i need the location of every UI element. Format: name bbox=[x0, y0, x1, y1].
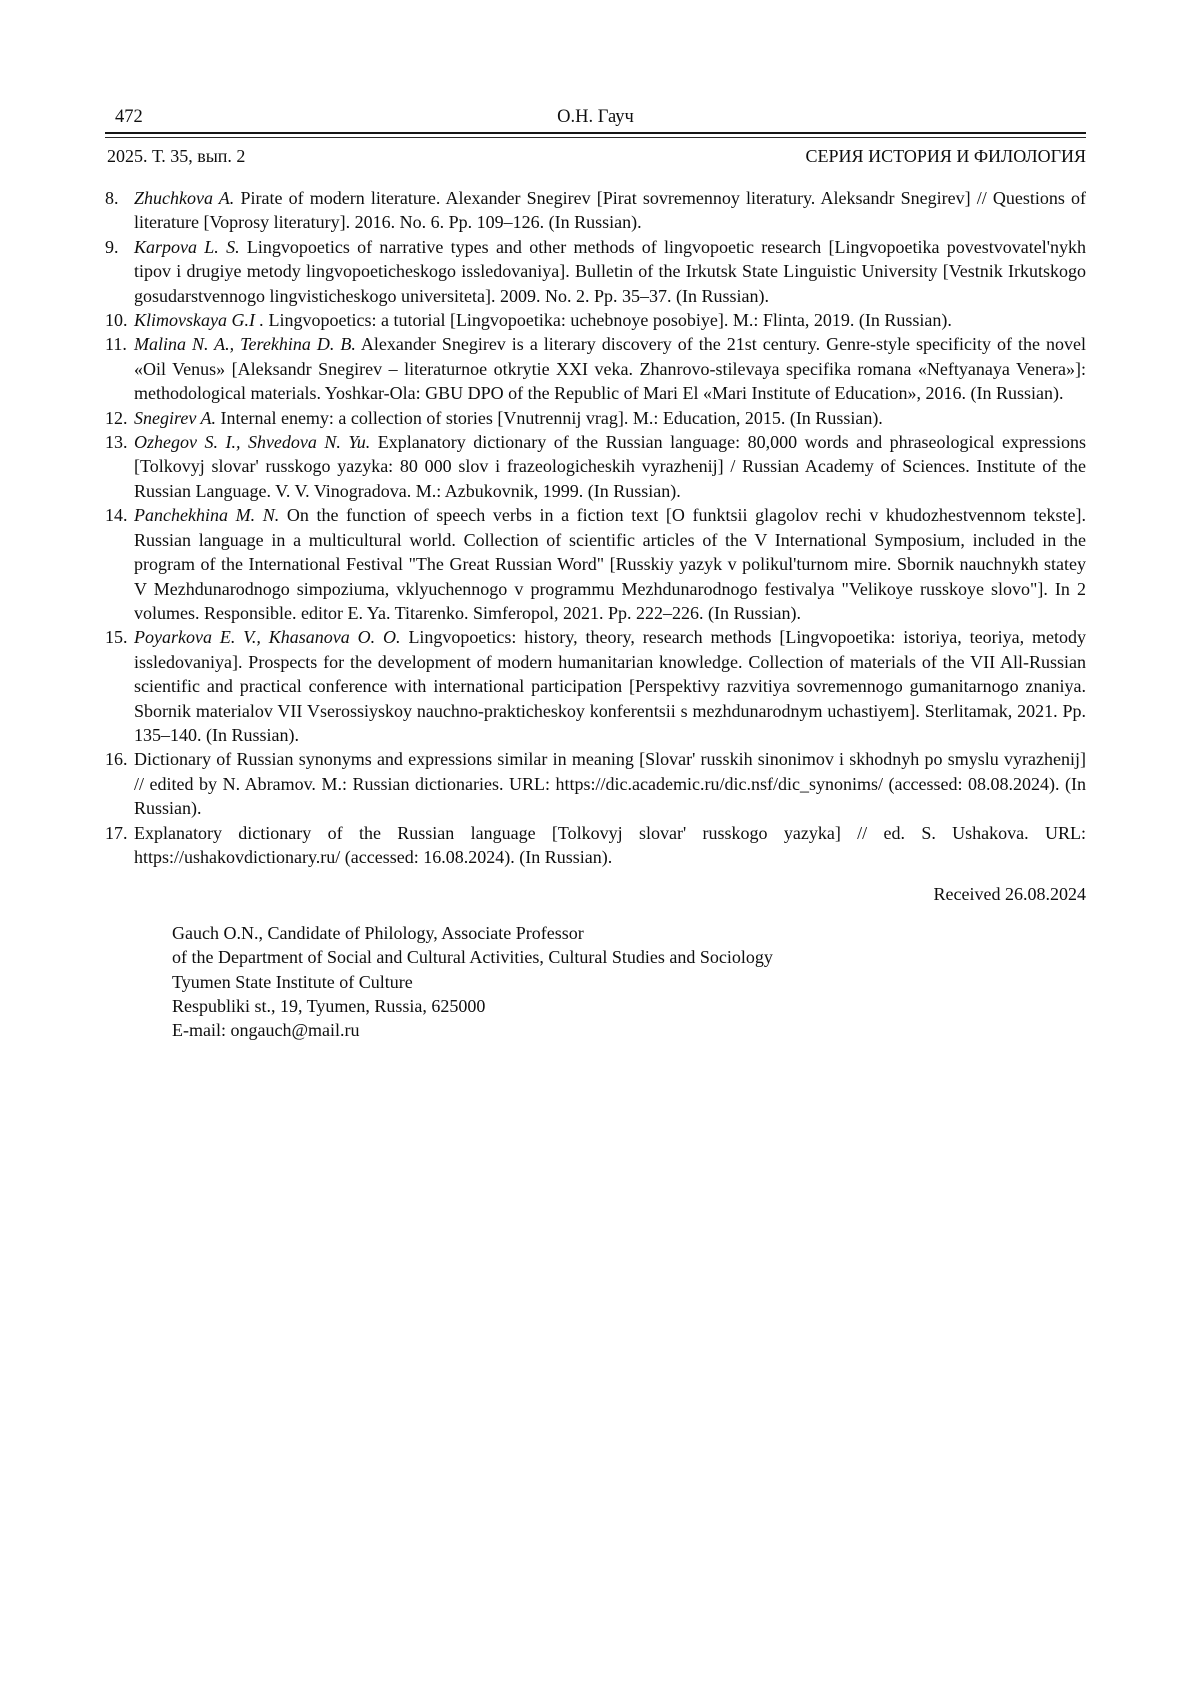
reference-text: Lingvopoetics of narrative types and other methods of lingvopoetic research [Lingvopoetika povestvovatel'nykh tipov i drugiye metody lingvopoeticheskogo issledovaniya]. Bulletin of the Irkutsk State Linguistic University [Vestnik Irkutskogo gosudarstvennogo lingvisticheskogo universiteta]. 2009. No. 2. Pp. 35–37. (In Russian). bbox=[134, 236, 1087, 306]
reference-item bbox=[105, 406, 1086, 430]
reference-number: 16. bbox=[105, 749, 128, 770]
reference-item bbox=[105, 503, 1086, 625]
reference-author: Poyarkova E. V., Khasanova O. O. bbox=[134, 627, 401, 648]
author-email-line: E-mail: ongauch@mail.ru bbox=[172, 1020, 360, 1041]
author-info-line: Respubliki st., 19, Tyumen, Russia, 625000 bbox=[172, 996, 486, 1016]
reference-item bbox=[105, 186, 1086, 235]
header-subline bbox=[105, 145, 1086, 167]
reference-item bbox=[105, 747, 1086, 820]
reference-item bbox=[105, 308, 1086, 332]
issue-info: 2025. Т. 35, вып. 2 bbox=[107, 146, 246, 166]
reference-number: 17. bbox=[105, 822, 128, 843]
reference-item bbox=[105, 235, 1086, 308]
reference-text: On the function of speech verbs in a fiction text [O funktsii glagolov rechi v khudozhestvennom tekste]. Russian language in a multicultural world. Collection of scientific articles of the V International Symposium, included in the program of the International Festival "The Great Russian Word" [Russkiy yazyk v polikul'turnom mire. Sbornik nauchnykh statey V Mezhdunarodnogo simpoziuma, vklyuchennogo v programmu Mezhdunarodnogo festivalya "Velikoye russkoye slovo"]. In 2 volumes. Responsible. editor E. Ya. Titarenko. Simferopol, 2021. Pp. 222–226. (In Russian). bbox=[134, 505, 1087, 623]
series-title: СЕРИЯ ИСТОРИЯ И ФИЛОЛОГИЯ bbox=[805, 146, 1086, 166]
page-header bbox=[105, 106, 1086, 130]
reference-author: Klimovskaya G.I . bbox=[134, 310, 264, 331]
reference-text: Alexander Snegirev is a literary discovery of the 21st century. Genre-style specificity of the novel «Oil Venus» [Aleksandr Snegirev – literaturnoe otkrytie XXI veka. Zhanrovo-stilevaya specifika romana «Neftyanaya Venera»]: methodological materials. Yoshkar-Ola: GBU DPO of the Republic of Mari El «Mari Institute of Education», 2016. (In Russian). bbox=[134, 334, 1086, 404]
reference-item bbox=[105, 332, 1086, 405]
author-info-line: of the Department of Social and Cultural Activities, Cultural Studies and Sociology bbox=[172, 947, 773, 968]
reference-number: 13. bbox=[105, 432, 128, 453]
reference-author: Zhuchkova A. bbox=[134, 188, 235, 208]
reference-author: Snegirev A. bbox=[134, 407, 216, 428]
reference-text: Explanatory dictionary of the Russian language [Tolkovyj slovar' russkogo yazyka] // ed. S. Ushakova. URL: https://ushakovdictionary.ru/ (accessed: 16.08.2024). (In Russian). bbox=[134, 822, 1086, 867]
reference-number: 11. bbox=[105, 334, 127, 355]
reference-author: Karpova L. S. bbox=[134, 236, 240, 257]
reference-item bbox=[105, 625, 1086, 747]
reference-number: 10. bbox=[105, 310, 128, 331]
running-title: О.Н. Гауч bbox=[557, 107, 634, 127]
reference-author: Malina N. A., Terekhina D. B. bbox=[134, 334, 356, 355]
reference-number: 15. bbox=[105, 627, 128, 648]
reference-author: Ozhegov S. I., Shvedova N. Yu. bbox=[134, 432, 371, 453]
reference-number: 8. bbox=[105, 188, 119, 208]
reference-number: 12. bbox=[105, 407, 128, 428]
references-list bbox=[105, 186, 1086, 869]
received-date-line: Received 26.08.2024 bbox=[933, 884, 1086, 905]
reference-author: Panchekhina M. N. bbox=[134, 505, 280, 526]
header-rule bbox=[105, 132, 1086, 138]
reference-text: Lingvopoetics: a tutorial [Lingvopoetika: uchebnoye posobiye]. M.: Flinta, 2019. (In Russian). bbox=[268, 310, 952, 331]
page-number: 472 bbox=[115, 107, 143, 127]
reference-number: 14. bbox=[105, 505, 128, 526]
reference-text: Explanatory dictionary of the Russian language: 80,000 words and phraseological expressions [Tolkovyj slovar' russkogo yazyka: 80 000 slov i frazeologicheskih vyrazhenij] / Russian Academy of Sciences. Institute of the Russian Language. V. V. Vinogradova. M.: Azbukovnik, 1999. (In Russian). bbox=[134, 432, 1087, 501]
reference-text: Lingvopoetics: history, theory, research methods [Lingvopoetika: istoriya, teoriya, metody issledovaniya]. Prospects for the development of modern humanitarian knowledge. Collection of materials of the VII All-Russian scientific and practical conference with international participation [Perspektivy razvitiya sovremennogo gumanitarnogo znaniya. Sbornik materialov VII Vserossiyskoy nauchno-prakticheskoy konferentsii s mezhdunarodnym uchastiyem]. Sterlitamak, 2021. Pp. 135–140. (In Russian). bbox=[134, 627, 1086, 745]
reference-text: Internal enemy: a collection of stories [Vnutrennij vrag]. M.: Education, 2015. (In Russian). bbox=[220, 407, 883, 428]
author-info-line: Tyumen State Institute of Culture bbox=[172, 971, 413, 992]
author-info-block bbox=[172, 921, 1086, 1043]
reference-text: Pirate of modern literature. Alexander Snegirev [Pirat sovremennoy literatury. Aleksandr Snegirev] // Questions of literature [Voprosy literatury]. 2016. No. 6. Pp. 109–126. (In Russian). bbox=[134, 188, 1087, 233]
author-info-line: Gauch O.N., Candidate of Philology, Associate Professor bbox=[172, 922, 584, 943]
reference-number: 9. bbox=[105, 236, 119, 257]
reference-text: Dictionary of Russian synonyms and expressions similar in meaning [Slovar' russkih sinonimov i skhodnyh po smyslu vyrazhenij] // edited by N. Abramov. M.: Russian dictionaries. URL: https://dic.academic.ru/dic.nsf/dic_synonims/ (accessed: 08.08.2024). (In Russian). bbox=[134, 749, 1086, 819]
reference-item bbox=[105, 821, 1086, 870]
reference-item bbox=[105, 430, 1086, 503]
